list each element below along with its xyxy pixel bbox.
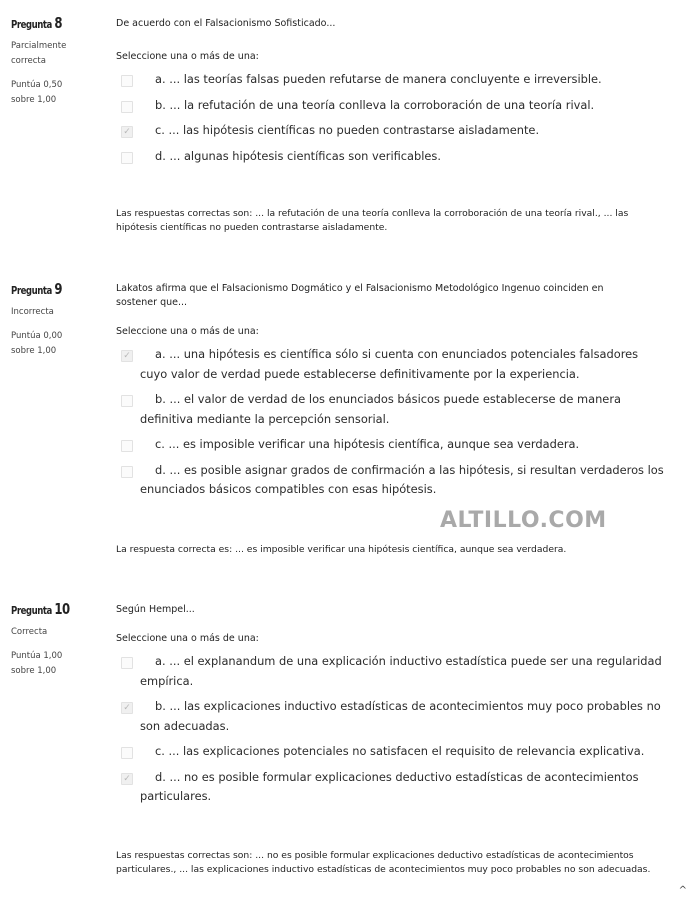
checkbox[interactable] <box>121 440 133 452</box>
answer-option-c[interactable]: ✓ c. ... las hipótesis científicas no pueden contrastarse aisladamente. <box>116 121 664 141</box>
answer-option-a[interactable]: a. ... el explanandum de una explicación inductivo estadística puede ser una regularidad empírica. <box>116 652 664 691</box>
checkbox[interactable] <box>121 101 133 113</box>
answer-option-c[interactable]: c. ... las explicaciones potenciales no satisfacen el requisito de relevancia explicativa. <box>116 742 664 762</box>
answer-prompt: Seleccione una o más de una: <box>116 633 259 644</box>
question-number: Pregunta 10 <box>11 600 70 618</box>
answer-option-d[interactable]: ✓ d. ... no es posible formular explicaciones deductivo estadísticas de acontecimientos particulares. <box>116 768 664 807</box>
answer-list <box>116 70 664 166</box>
checkbox-checked[interactable]: ✓ <box>121 126 133 138</box>
checkbox[interactable] <box>121 466 133 478</box>
answer-option-b[interactable]: ✓ b. ... las explicaciones inductivo estadísticas de acontecimientos muy poco probables no son adecuadas. <box>116 697 664 736</box>
correct-answer-feedback: La respuesta correcta es: ... es imposible verificar una hipótesis científica, aunque sea verdadera. <box>116 544 567 555</box>
question-info <box>11 600 111 679</box>
question-text: Según Hempel... <box>116 604 195 615</box>
correct-answer-feedback: Las respuestas correctas son: ... la refutación de una teoría conlleva la corroboración de una teoría rival., ... las hipótesis científicas no pueden contrastarse aisladamente. <box>116 208 629 233</box>
question-grade: Puntúa 0,50 sobre 1,00 <box>11 80 63 105</box>
correct-answer-feedback: Las respuestas correctas son: ... no es posible formular explicaciones deductivo estadísticas de acontecimientos particulares., ... las explicaciones inductivo estadísticas de acontecimientos muy poco probables no son adecuadas. <box>116 850 651 875</box>
answer-prompt: Seleccione una o más de una: <box>116 326 259 337</box>
question-content <box>116 603 664 813</box>
checkbox-checked[interactable]: ✓ <box>121 350 133 362</box>
question-state: Parcialmente correcta <box>11 41 67 66</box>
question-content <box>116 282 664 506</box>
checkbox-checked[interactable]: ✓ <box>121 773 133 785</box>
checkbox[interactable] <box>121 152 133 164</box>
answer-option-b[interactable]: b. ... la refutación de una teoría conlleva la corroboración de una teoría rival. <box>116 96 664 116</box>
watermark-logo: ALTILLO.COM <box>440 508 607 533</box>
question-grade: Puntúa 1,00 sobre 1,00 <box>11 651 63 676</box>
answer-option-d[interactable]: d. ... algunas hipótesis científicas son verificables. <box>116 147 664 167</box>
question-state: Incorrecta <box>11 307 54 317</box>
checkbox[interactable] <box>121 395 133 407</box>
checkbox[interactable] <box>121 75 133 87</box>
question-state: Correcta <box>11 627 48 637</box>
answer-option-c[interactable]: c. ... es imposible verificar una hipótesis científica, aunque sea verdadera. <box>116 435 664 455</box>
question-number: Pregunta 9 <box>11 280 63 298</box>
scroll-to-top-icon[interactable]: ^ <box>678 885 687 896</box>
question-text: De acuerdo con el Falsacionismo Sofisticado... <box>116 18 336 29</box>
answer-option-a[interactable]: ✓ a. ... una hipótesis es científica sólo si cuenta con enunciados potenciales falsadores cuyo valor de verdad puede establecerse definitivamente por la experiencia. <box>116 345 664 384</box>
question-grade: Puntúa 0,00 sobre 1,00 <box>11 331 63 356</box>
checkbox-checked[interactable]: ✓ <box>121 702 133 714</box>
question-number: Pregunta 8 <box>11 14 63 32</box>
answer-list <box>116 652 664 807</box>
question-info <box>11 280 111 359</box>
question-content <box>116 17 664 172</box>
answer-option-b[interactable]: b. ... el valor de verdad de los enunciados básicos puede establecerse de manera definitiva mediante la percepción sensorial. <box>116 390 664 429</box>
question-info <box>11 14 111 108</box>
answer-list <box>116 345 664 500</box>
answer-option-a[interactable]: a. ... las teorías falsas pueden refutarse de manera concluyente e irreversible. <box>116 70 664 90</box>
checkbox[interactable] <box>121 747 133 759</box>
answer-option-d[interactable]: d. ... es posible asignar grados de confirmación a las hipótesis, si resultan verdaderos los enunciados básicos compatibles con esas hipótesis. <box>116 461 664 500</box>
answer-prompt: Seleccione una o más de una: <box>116 51 259 62</box>
checkbox[interactable] <box>121 657 133 669</box>
question-text: Lakatos afirma que el Falsacionismo Dogmático y el Falsacionismo Metodológico Ingenuo coinciden en sostener que... <box>116 283 604 308</box>
